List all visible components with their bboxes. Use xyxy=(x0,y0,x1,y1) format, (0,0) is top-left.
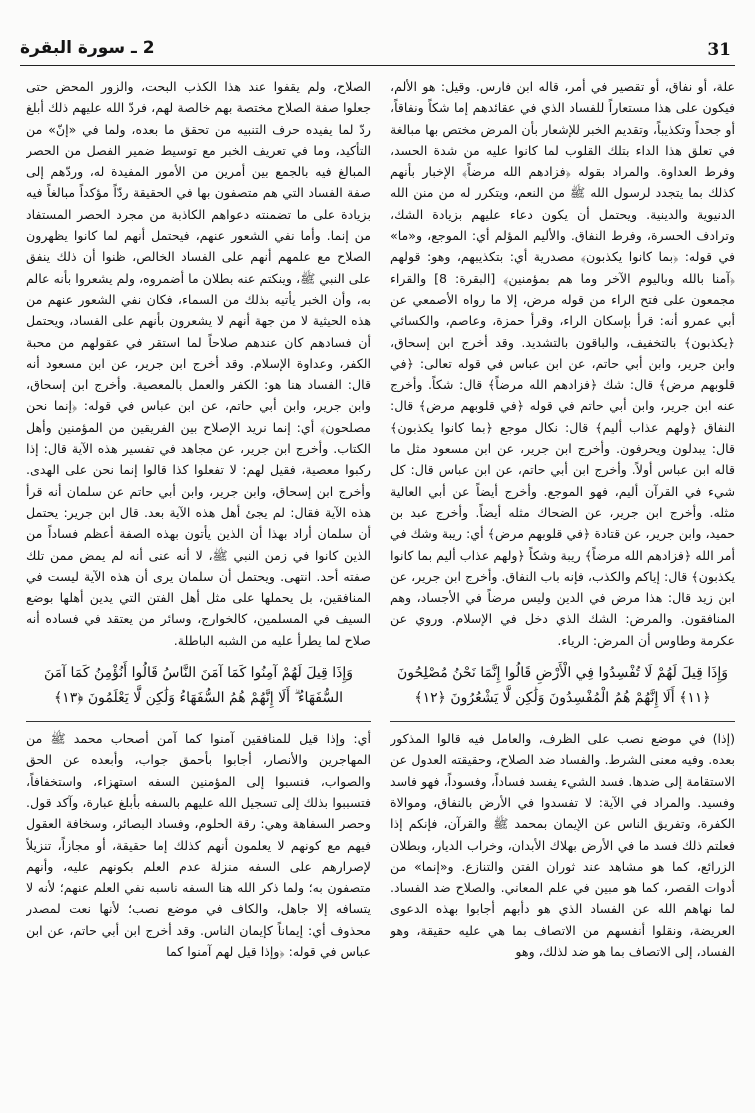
left-column xyxy=(26,76,371,1096)
surah-title: 2 ـ سورة البقرة xyxy=(20,38,155,58)
right-column xyxy=(390,76,735,1096)
verse-divider xyxy=(26,721,371,722)
verse-divider xyxy=(390,721,735,722)
quran-verse-13: وَإِذَا قِيلَ لَهُمْ آمِنُوا كَمَا آمَنَ النَّاسُ قَالُوا أَنُؤْمِنُ كَمَا آمَنَ السُّفَهَاءُ ۗ أَلَا إِنَّهُمْ هُمُ السُّفَهَاءُ وَلَٰكِن لَّا يَعْلَمُونَ ﴿١٣﴾ xyxy=(44,665,353,707)
left-paragraph-1: الصلاح، ولم يقفوا عند هذا الكذب البحت، والزور المحض حتى جعلوا صفة الصلاح مختصة بهم خالصة لهم، فردّ الله عليهم ذلك أبلغ ردّ لما يفيده حرف التنبيه من تحقق ما بعده، ولما في «إنّ» من التأكيد، وما في تعريف الخبر مع توسيط ضمير الفصل من الحصر المبالغ فيه بالجمع بين أمرين من الأمور المفيدة له، وردّهم إلى صفة الفساد التي هم متصفون بها في الحقيقة ردّاً مؤكداً مبالغاً فيه بزيادة على ما تضمنته دعواهم الكاذبة من مجرد الحصر المستفاد من إنما. وأما نفي الشعور عنهم، فيحتمل أنهم لما كانوا يظهرون الصلاح مع علمهم أنهم على الفساد الخالص، ظنوا أن ذلك ينفق على النبي ﷺ، وينكتم عنه بطلان ما أضمروه، ولم يشعروا بأنه عالم به، وأن الخبر يأتيه بذلك من السماء، فكان نفي الشعور عنهم من هذه الحيثية لا من جهة أنهم لا يشعرون بأنهم على الفساد، ويحتمل أن فسادهم كان عندهم صلاحاً لما استقر في عقولهم من محبة الكفر، وعداوة الإسلام. وقد أخرج ابن جرير، عن ابن مسعود أنه قال: الفساد هنا هو: الكفر والعمل بالمعصية. وأخرج ابن إسحاق، وابن جرير، وابن أبي حاتم، عن ابن عباس في قوله: ﴿إنما نحن مصلحون﴾ أي: إنما نريد الإصلاح بين الفريقين من المؤمنين وأهل الكتاب. وأخرج ابن جرير، عن مجاهد في تفسير هذه الآية قال: إذا ركبوا معصية، فقيل لهم: لا تفعلوا كذا قالوا إنما نحن على الهدى. وأخرج ابن إسحاق، وابن جرير، وابن أبي حاتم عن سلمان أنه قرأ هذه الآية فقال: لم يجئ أهل هذه الآية بعد. قال ابن جرير: يحتمل أن سلمان أراد بهذا أن الذين يأتون بهذه الصفة أعظم فساداً من الذين كانوا في زمن النبي ﷺ، لا أنه عنى أنه لم يمض ممن تلك صفته أحد. انتهى. ويحتمل أن سلمان يرى أن هذه الآية ليست في المنافقين، بل يحملها على مثل أهل الفتن التي يدين أهلها بوضع السيف في المسلمين، كالخوارج، وسائر من يعتقد في فساده أنه صلاح لما يطرأ عليه من الشبه الباطلة. xyxy=(26,79,371,648)
header-divider xyxy=(20,65,735,66)
left-paragraph-2: أي: وإذا قيل للمنافقين آمنوا كما آمن أصحاب محمد ﷺ من المهاجرين والأنصار، أجابوا بأحمق جواب، وأبعده عن الحق والصواب، فنسبوا إلى المؤمنين السفه استهزاء، واستخفافاً، فتسببوا بذلك إلى تسجيل الله عليهم بالسفه بأبلغ عبارة، وآكد قول. وحصر السفاهة وهي: رقة الحلوم، وفساد البصائر، وسخافة العقول فيهم مع كونهم لا يعلمون أنهم كذلك إما حقيقة، أو مجازاً، تنزيلاً لإصرارهم على السفه منزلة عدم العلم بكونهم عليه، وأنهم متصفون به؛ ولما ذكر الله هنا السفه ناسبه نفي العلم عنهم؛ لأنه لا يتسافه إلا جاهل، والكاف في موضع نصب؛ لأنها نعت لمصدر محذوف أي: إيماناً كإيمان الناس. وقد أخرج ابن أبي حاتم، عن ابن عباس في قوله: ﴿وإذا قيل لهم آمنوا كما xyxy=(26,731,371,959)
right-paragraph-1: علة، أو نفاق، أو تقصير في أمر، قاله ابن فارس. وقيل: هو الألم، فيكون على هذا مستعاراً للفساد الذي في عقائدهم إما شكاً ونفاقاً، أو جحداً وتكذيباً، وتقديم الخبر للإشعار بأن المرض مختص بها مبالغة في تعلق هذا الداء بتلك القلوب لما كانوا عليه من شدة الحسد، وفرط العداوة. والمراد بقوله ﴿فزادهم الله مرضاً﴾ الإخبار بأنهم كذلك بما يتجدد لرسول الله ﷺ من النعم، ويتكرر له من منن الله الدنيوية والدينية. ويحتمل أن يكون دعاء عليهم بزيادة الشك، وترادف الحسرة، وفرط النفاق. والأليم المؤلم أي: الموجع، و«ما» في قوله: ﴿بما كانوا يكذبون﴾ مصدرية أي: بتكذيبهم، وهو: قولهم ﴿آمنا بالله وباليوم الآخر وما هم بمؤمنين﴾ [البقرة: 8] والقراء مجمعون على فتح الراء من قوله مرض، إلا ما رواه الأصمعي عن أبي عمرو أنه: قرأ بإسكان الراء، وقرأ حمزة، وعاصم، والكسائي ﴿يكذبون﴾ بالتخفيف، والباقون بالتشديد. وقد أخرج ابن إسحاق، وابن جرير، وابن أبي حاتم، عن ابن عباس في قوله تعالى: ﴿في قلوبهم مرض﴾ قال: شك ﴿فزادهم الله مرضاً﴾ قال: شكاً. وأخرج عنه ابن جرير، وابن أبي حاتم في قوله ﴿في قلوبهم مرض﴾ قال: النفاق ﴿ولهم عذاب أليم﴾ قال: نكال موجع ﴿بما كانوا يكذبون﴾ قال: يبدلون ويحرفون. وأخرج ابن جرير، عن ابن مسعود مثل ما قاله ابن عباس أولاً. وأخرج ابن أبي حاتم، عن ابن عباس قال: كل شيء في القرآن أليم، فهو الموجع. وأخرج أيضاً عن أبي العالية مثله. وأخرج ابن جرير، عن الضحاك مثله أيضاً. وأخرج عبد بن حميد، وابن جرير، عن قتادة ﴿في قلوبهم مرض﴾ أي: ريبة وشك في أمر الله ﴿فزادهم الله مرضاً﴾ ريبة وشكاً ﴿ولهم عذاب أليم بما كانوا يكذبون﴾ قال: إياكم والكذب، فإنه باب النفاق. وأخرج ابن جرير، عن ابن زيد قال: هذا مرض في الدين وليس مرضاً في الأجساد، وهم المنافقون. والمرض: الشك الذي دخل في الإسلام. وروي عن عكرمة وطاوس أن المرض: الرياء. xyxy=(390,79,735,648)
right-paragraph-2: (إذا) في موضع نصب على الظرف، والعامل فيه قالوا المذكور بعده. وفيه معنى الشرط. والفساد ضد الصلاح، وحقيقته العدول عن الاستقامة إلى ضدها. فسد الشيء يفسد فساداً، وفسوداً، فهو فاسد وفسيد. والمراد في الآية: لا تفسدوا في الأرض بالنفاق، وموالاة الكفرة، وتفريق الناس عن الإيمان بمحمد ﷺ والقرآن، فإنكم إذا فعلتم ذلك فسد ما في الأرض بهلاك الأبدان، وخراب الديار، وبطلان الزرائع، كما هو مشاهد عند ثوران الفتن والتنازع. و«إنما» من أدوات القصر، كما هو مبين في علم المعاني. والصلاح ضد الفساد. لما نهاهم الله عن الفساد الذي هو دأبهم أجابوا بهذه الدعوى العريضة، ونقلوا أنفسهم من الاتصاف بما هي عليه حقيقة، وهو الفساد، إلى الاتصاف بما هو ضد لذلك، وهو xyxy=(390,731,735,959)
page-header xyxy=(20,38,735,68)
page-number: 31 xyxy=(707,40,731,60)
quran-verse-11-12: وَإِذَا قِيلَ لَهُمْ لَا تُفْسِدُوا فِي الْأَرْضِ قَالُوا إِنَّمَا نَحْنُ مُصْلِحُونَ ﴿١١﴾ أَلَا إِنَّهُمْ هُمُ الْمُفْسِدُونَ وَلَٰكِن لَّا يَشْعُرُونَ ﴿١٢﴾ xyxy=(396,665,729,707)
